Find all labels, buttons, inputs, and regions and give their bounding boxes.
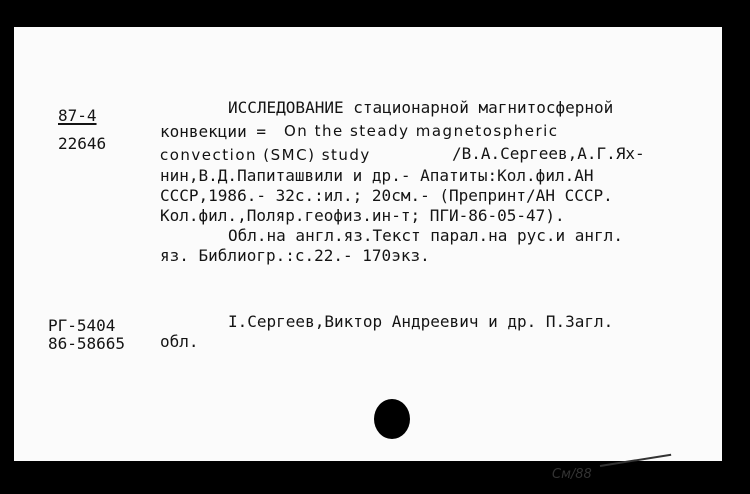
title-line-continued: конвекции = xyxy=(160,122,266,141)
accession-number: 22646 xyxy=(58,134,107,153)
shelf-mark: 87-4 xyxy=(58,106,97,125)
handwritten-title-part-1: On the steady magnetospheric xyxy=(284,122,559,140)
note-line-continued: яз. Библиогр.:с.22.- 170экз. xyxy=(160,246,430,265)
authors-imprint-line: нин,В.Д.Папиташвили и др.- Апатиты:Кол.фил.АН xyxy=(160,166,594,185)
series-line: Кол.фил.,Поляр.геофиз.ин-т; ПГИ-86-05-47). xyxy=(160,206,565,225)
imprint-line: СССР,1986.- 32с.:ил.; 20см.- (Препринт/АН СССР. xyxy=(160,186,613,205)
pencil-stroke xyxy=(600,454,671,467)
catalog-card xyxy=(14,27,722,482)
title-line: ИССЛЕДОВАНИЕ стационарной магнитосферной xyxy=(228,98,614,117)
tracing-line-continued: обл. xyxy=(160,332,199,351)
pencil-note: См/88 xyxy=(552,467,592,482)
punch-hole xyxy=(374,399,410,439)
code-1: РГ-5404 xyxy=(48,316,116,335)
handwritten-title-part-2: convection (SMC) study xyxy=(160,146,371,164)
note-line: Обл.на англ.яз.Текст парал.на рус.и англ. xyxy=(228,226,623,245)
code-2: 86-58665 xyxy=(48,334,126,353)
authors-line: /В.А.Сергеев,А.Г.Ях- xyxy=(452,144,645,163)
tracing-line: I.Сергеев,Виктор Андреевич и др. П.Загл. xyxy=(228,312,614,331)
